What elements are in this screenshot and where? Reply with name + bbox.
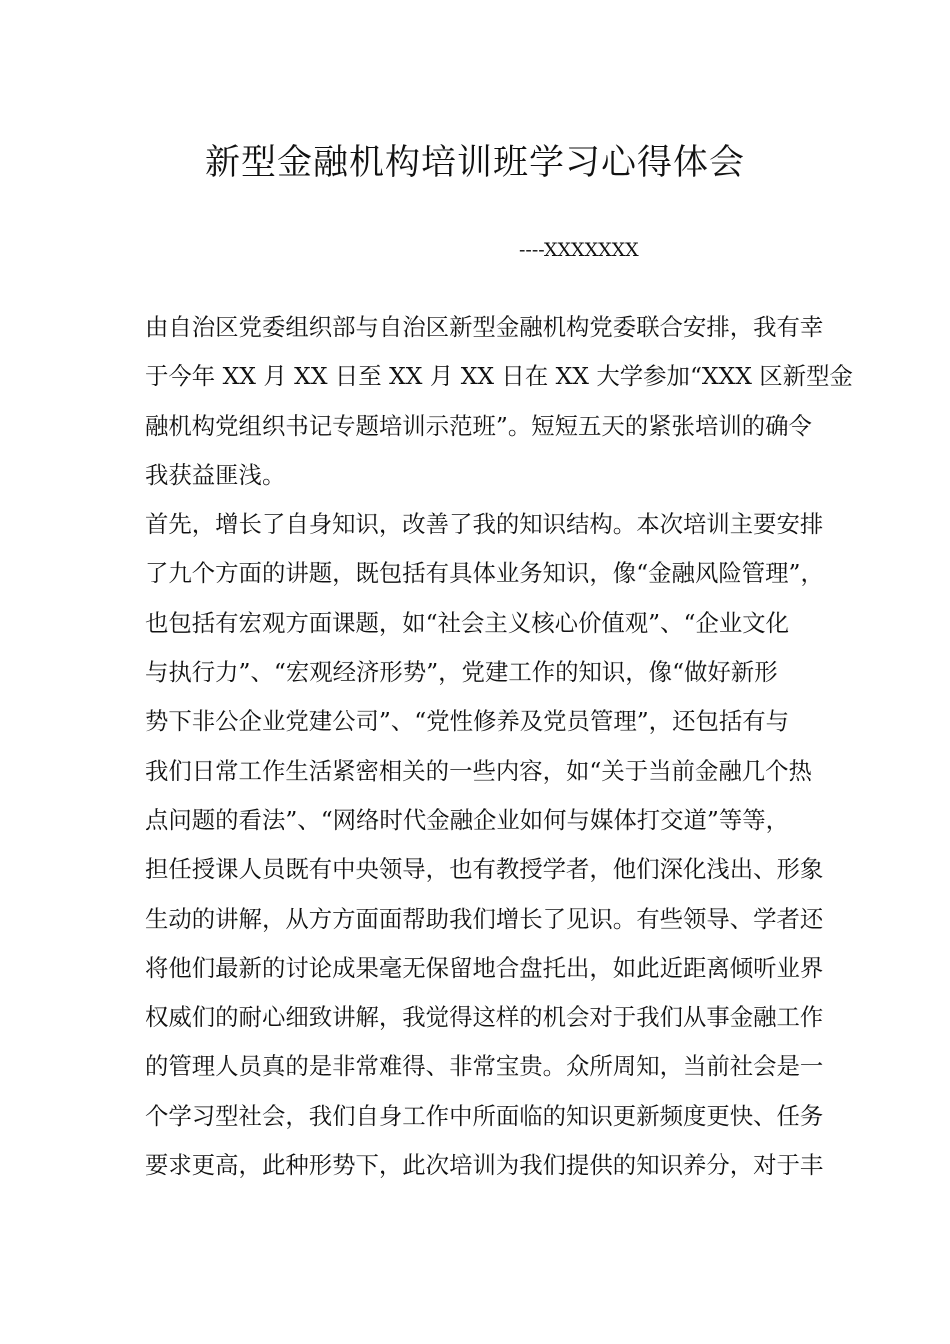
body-line: 与执行力”、“宏观经济形势”，党建工作的知识，像“做好新形 [145, 658, 778, 687]
body-line: 于今年 XX 月 XX 日至 XX 月 XX 日在 XX 大学参加“XXX 区新型金 [145, 362, 853, 391]
body-line: 点问题的看法”、“网络时代金融企业如何与媒体打交道”等等， [145, 805, 790, 834]
body-line: 我们日常工作生活紧密相关的一些内容，如“关于当前金融几个热 [145, 756, 812, 785]
document-body [145, 303, 853, 1190]
body-line: 首先，增长了自身知识，改善了我的知识结构。本次培训主要安排 [145, 510, 824, 539]
body-line: 融机构党组织书记专题培训示范班”。短短五天的紧张培训的确令 [145, 411, 812, 440]
body-line: 权威们的耐心细致讲解，我觉得这样的机会对于我们从事金融工作 [145, 1003, 824, 1032]
body-line: 我获益匪浅。 [145, 460, 286, 489]
document-author: ----XXXXXXX [519, 239, 639, 261]
body-line: 势下非公企业党建公司”、“党性修养及党员管理”，还包括有与 [145, 707, 790, 736]
body-line: 了九个方面的讲题，既包括有具体业务知识，像“金融风险管理”， [145, 559, 824, 588]
body-line: 也包括有宏观方面课题，如“社会主义核心价值观”、“企业文化 [145, 608, 790, 637]
body-line: 生动的讲解，从方方面面帮助我们增长了见识。有些领导、学者还 [145, 904, 824, 933]
body-line: 将他们最新的讨论成果毫无保留地合盘托出，如此近距离倾听业界 [145, 953, 824, 982]
body-line: 担任授课人员既有中央领导，也有教授学者，他们深化浅出、形象 [145, 855, 824, 884]
body-line: 要求更高，此种形势下，此次培训为我们提供的知识养分，对于丰 [145, 1151, 824, 1180]
body-line: 个学习型社会，我们自身工作中所面临的知识更新频度更快、任务 [145, 1101, 824, 1130]
body-line: 由自治区党委组织部与自治区新型金融机构党委联合安排，我有幸 [145, 313, 824, 341]
body-line: 的管理人员真的是非常难得、非常宝贵。众所周知，当前社会是一 [145, 1052, 824, 1081]
document-title: 新型金融机构培训班学习心得体会 [204, 143, 745, 183]
